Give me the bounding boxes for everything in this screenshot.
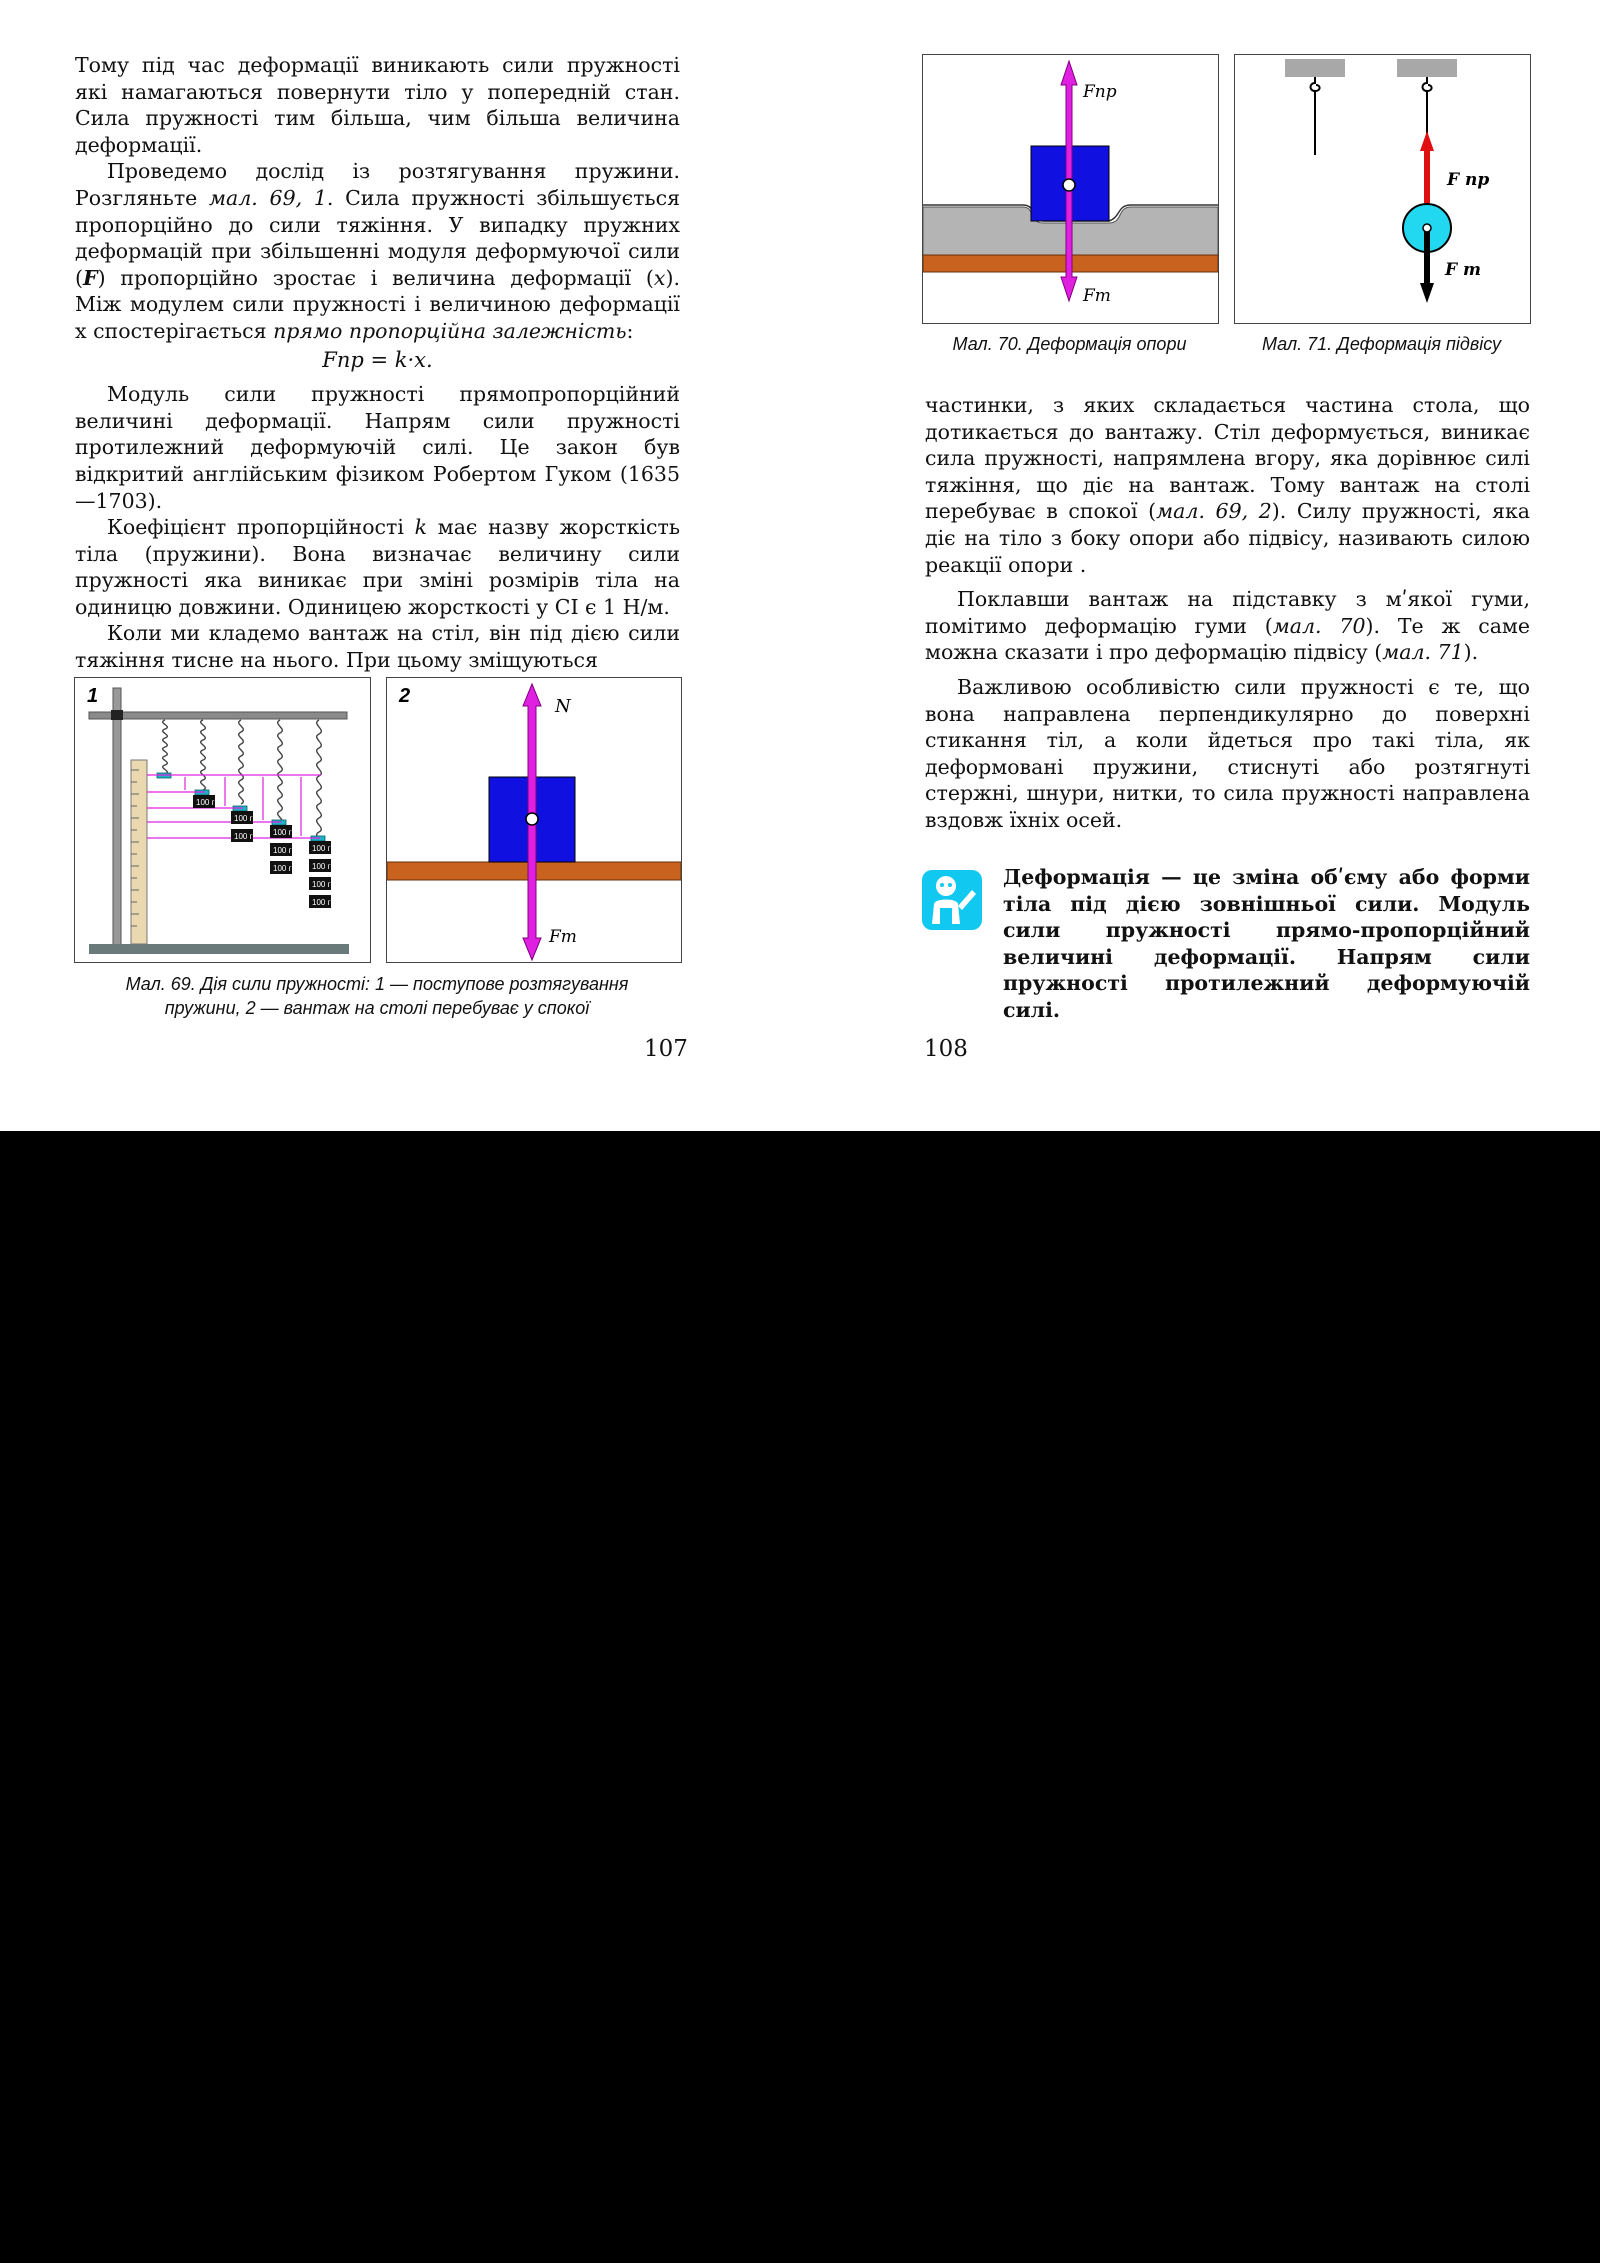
page-number-right: 108 xyxy=(924,1036,968,1062)
svg-text:100 г: 100 г xyxy=(273,864,292,873)
svg-text:100 г: 100 г xyxy=(196,798,215,807)
rule-memo-icon xyxy=(920,868,984,932)
figure-71-suspension-deformation xyxy=(1234,54,1531,324)
figure-70-support-deformation xyxy=(922,54,1219,324)
textbook-spread xyxy=(0,0,1600,1131)
svg-text:100 г: 100 г xyxy=(273,846,292,855)
left-paragraph-5: Коли ми кладемо вантаж на стіл, він під дією сили тяжіння тисне на нього. При цьому зміщуються xyxy=(75,621,680,673)
left-paragraph-2: Проведемо дослід із розтягування пружини. Розгляньте мал. 69, 1. Сила пружності збільшується пропорційно до сили тяжіння. У випадку пружних деформацій при збільшенні модуля деформуючої сили (F) пропорційно зростає і величина деформації (x). Між модулем сили пружності і величиною деформації х спостерігається прямо пропорційна залежність: xyxy=(75,159,681,343)
left-paragraph-4: Коефіцієнт пропорційності k має назву жорсткість тіла (пружини). Вона визначає величину сили пружності яка виникає при зміні розмірів тіла на одиницю довжини. Одиницею жорсткості у СІ є 1 Н/м. xyxy=(75,515,680,619)
caption-69: Мал. 69. Дія сили пружності: 1 — поступове розтягування пружини, 2 — вантаж на столі перебуває у спокої xyxy=(125,974,629,1018)
elastic-force-label: F пр xyxy=(1447,170,1490,190)
right-paragraph-3: Важливою особливістю сили пружності є те, що вона направлена перпендикулярно до поверхні стикання тіл, а коли йдеться про такі тіла, як деформовані пружини, стиснуті або розтягнуті стержні, шнури, нитки, то сила пружності направлена вздовж їхніх осей. xyxy=(925,674,1530,832)
figure-label-1: 1 xyxy=(87,685,99,707)
left-paragraph-3: Модуль сили пружності прямопропорційний величині деформації. Напрям сили пружності протилежний деформуючій силі. Це закон був відкритий англійським фізиком Робертом Гуком (1635—1703). xyxy=(75,382,680,513)
right-text-column xyxy=(925,392,1530,834)
hooke-formula: Fпр = k·x. xyxy=(322,347,433,372)
svg-text:100 г: 100 г xyxy=(273,828,292,837)
svg-text:100 г: 100 г xyxy=(234,832,253,841)
figure-69-1-springs xyxy=(74,677,371,963)
svg-text:100 г: 100 г xyxy=(312,898,331,907)
figure-69-2-block-on-table xyxy=(386,677,682,963)
right-paragraph-1: частинки, з яких складається частина стола, що дотикається до вантажу. Стіл деформується, виникає сила пружності, напрямлена вгору, яка дорівнює силі тяжіння, що діє на вантаж. Тому вантаж на столі перебуває в спокої (мал. 69, 2). Силу пружності, яка діє на тіло з боку опори або підвісу, називають силою реакції опори . xyxy=(925,393,1531,577)
svg-text:100 г: 100 г xyxy=(312,844,331,853)
left-text-column xyxy=(75,52,680,674)
svg-text:100 г: 100 г xyxy=(312,862,331,871)
figure-label-2: 2 xyxy=(399,685,411,707)
left-paragraph-1: Тому під час деформації виникають сили пружності які намагаються повернути тіло у попередній стан. Сила пружності тим більша, чим більша величина деформації. xyxy=(75,53,680,157)
key-rule-text: Деформація — це зміна обʹєму або форми тіла під дією зовнішньої сили. Модуль сили пружності прямо-пропорційний величині деформації. Напрям сили пружності протилежний деформуючій силі. xyxy=(1003,865,1530,1022)
gravity-force-label: Fт xyxy=(549,927,577,947)
svg-text:100 г: 100 г xyxy=(234,814,253,823)
elastic-force-label: Fпр xyxy=(1083,82,1117,102)
page-number-left: 107 xyxy=(644,1036,688,1062)
gravity-force-label: F т xyxy=(1445,260,1481,280)
svg-text:100 г: 100 г xyxy=(312,880,331,889)
caption-71: Мал. 71. Деформація підвісу xyxy=(1261,334,1502,354)
right-paragraph-2: Поклавши вантаж на підставку з мʹякої гуми, помітимо деформацію гуми (мал. 70). Те ж саме можна сказати і про деформацію підвісу (мал. 71). xyxy=(925,587,1531,665)
gravity-force-label: Fт xyxy=(1083,286,1111,306)
caption-70: Мал. 70. Деформація опори xyxy=(952,334,1187,354)
normal-force-label: N xyxy=(555,696,571,717)
